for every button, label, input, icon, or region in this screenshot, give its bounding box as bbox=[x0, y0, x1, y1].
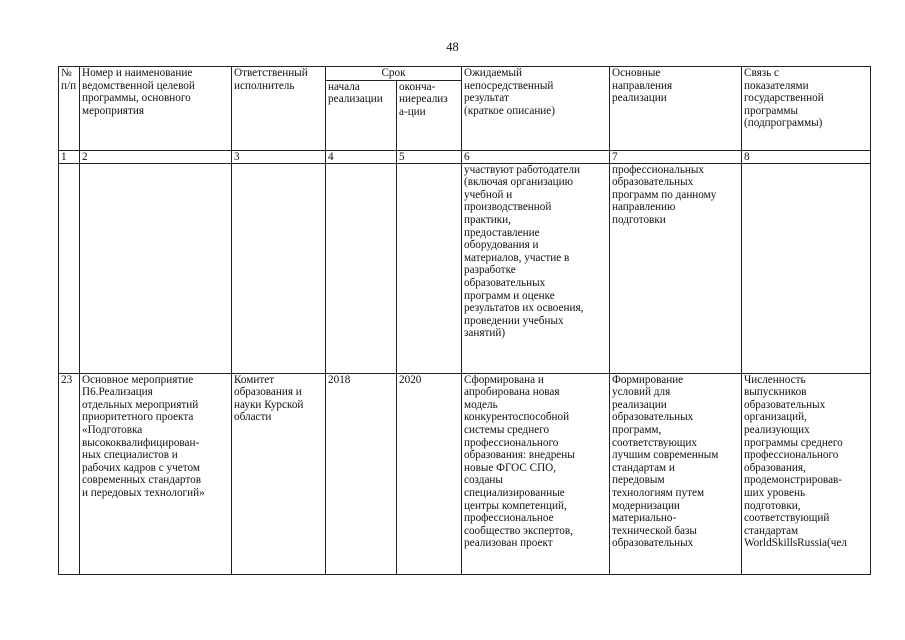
cell-program-name: Основное мероприятие П6.Реализация отдельных мероприятий приоритетного проекта «Подготовка высококвалифицирован- ных специалистов и рабочих кадров с учетом современных стандартов и передовых технологий» bbox=[80, 373, 232, 574]
cell-directions: Формирование условий для реализации образовательных программ, соответствующих лучшим современным стандартам и передовым технологиям путем модернизации материально- технической базы образовательных bbox=[610, 373, 742, 574]
cell-term-start: 2018 bbox=[326, 373, 397, 574]
header-directions: Основные направления реализации bbox=[610, 67, 742, 151]
header-row bbox=[59, 67, 871, 81]
header-executor: Ответственный исполнитель bbox=[232, 67, 326, 151]
column-number: 7 bbox=[610, 150, 742, 163]
cell-empty bbox=[397, 163, 462, 373]
table-row bbox=[59, 373, 871, 574]
header-term-end: оконча- ниереализ а-ции bbox=[397, 80, 462, 150]
cell-empty bbox=[80, 163, 232, 373]
column-numbers-row bbox=[59, 150, 871, 163]
header-expected-result: Ожидаемый непосредственный результат (краткое описание) bbox=[462, 67, 610, 151]
cell-expected-result: Сформирована и апробирована новая модель конкурентоспособной системы среднего профессионального образования: внедрены новые ФГОС СПО, созданы специализированные центры компетенций, профессиональное сообщество экспертов, реализован проект bbox=[462, 373, 610, 574]
page-number: 48 bbox=[446, 40, 459, 54]
column-number: 6 bbox=[462, 150, 610, 163]
cell-directions: профессиональных образовательных программ по данному направлению подготовки bbox=[610, 163, 742, 373]
header-term: Срок bbox=[326, 67, 462, 81]
column-number: 8 bbox=[742, 150, 871, 163]
program-table bbox=[58, 66, 871, 575]
column-number: 2 bbox=[80, 150, 232, 163]
table-row bbox=[59, 163, 871, 373]
cell-empty bbox=[232, 163, 326, 373]
column-number: 3 bbox=[232, 150, 326, 163]
cell-indicator-link: Численность выпускников образовательных организаций, реализующих программы среднего профессионального образования, продемонстрировав- ших уровень подготовки, соответствующий стандартам WorldSkillsRussia(чел bbox=[742, 373, 871, 574]
header-term-start: начала реализации bbox=[326, 80, 397, 150]
cell-term-end: 2020 bbox=[397, 373, 462, 574]
cell-empty bbox=[59, 163, 80, 373]
column-number: 5 bbox=[397, 150, 462, 163]
cell-empty bbox=[326, 163, 397, 373]
column-number: 4 bbox=[326, 150, 397, 163]
cell-expected-result: участвуют работодатели (включая организацию учебной и производственной практики, предоставление оборудования и материалов, участие в разработке образовательных программ и оценке результатов их освоения, проведении учебных занятий) bbox=[462, 163, 610, 373]
cell-empty bbox=[742, 163, 871, 373]
cell-num: 23 bbox=[59, 373, 80, 574]
header-num: № п/п bbox=[59, 67, 80, 151]
header-program-name: Номер и наименование ведомственной целевой программы, основного мероприятия bbox=[80, 67, 232, 151]
header-indicator-link: Связь с показателями государственной программы (подпрограммы) bbox=[742, 67, 871, 151]
column-number: 1 bbox=[59, 150, 80, 163]
cell-executor: Комитет образования и науки Курской области bbox=[232, 373, 326, 574]
